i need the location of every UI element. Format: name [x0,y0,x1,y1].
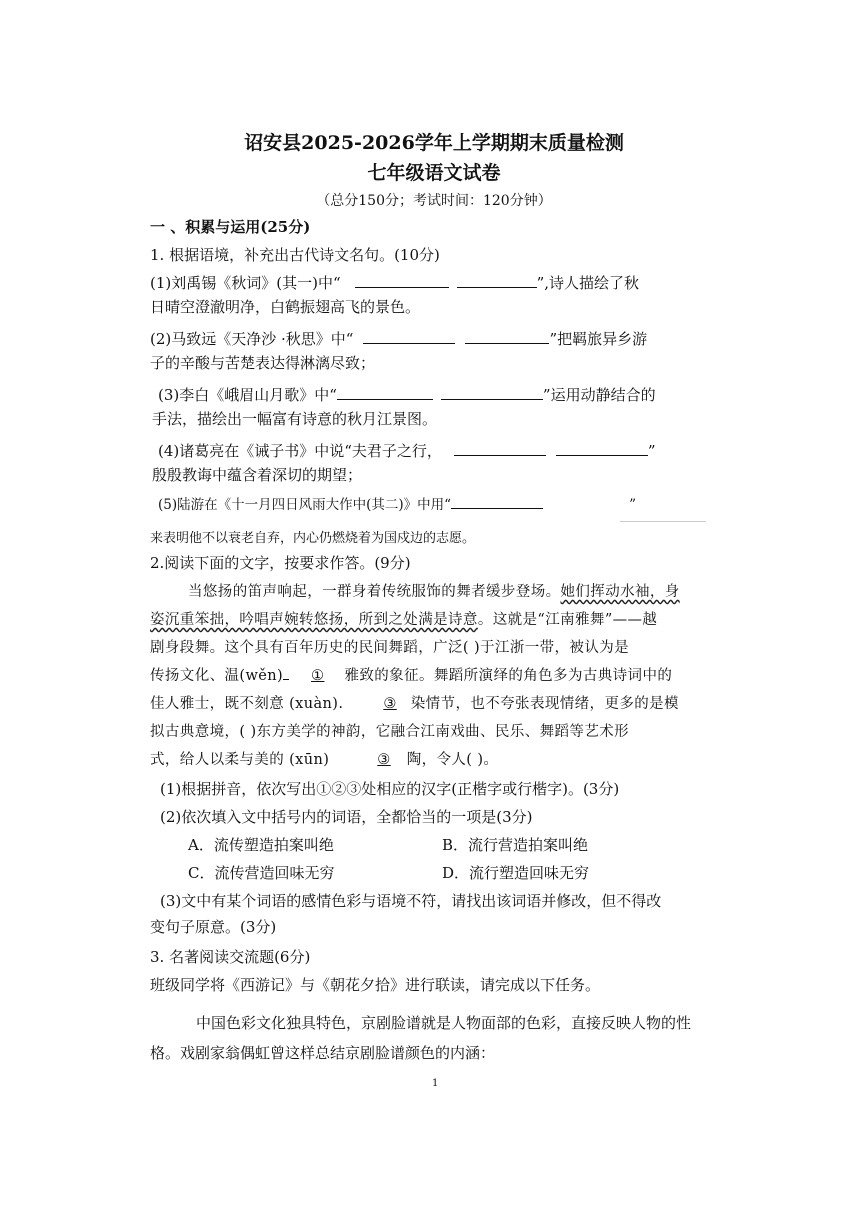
q2-sub3-line1: (3)文中有某个词语的感情色彩与语境不符，请找出该词语并修改，但不得改 [160,892,662,910]
blank[interactable] [363,329,455,344]
q1-item5-prefix: (5)陆游在《十一月四日风雨大作中(其二)》中用“ [158,497,452,513]
passage-text: 式，给人以柔与美的 (xūn) [150,752,330,768]
q1-stem: 1. 根据语境，补充出古代诗文名句。(10分) [150,246,440,264]
q3-stem: 3. 名著阅读交流题(6分) [150,948,311,966]
exam-subtitle: 七年级语文试卷 [367,162,501,184]
q1-item5-line2: 来表明他不以衰老自弃，内心仍燃烧着为国戍边的志愿。 [150,531,476,546]
blank[interactable] [454,441,546,456]
option-a[interactable]: A．流传塑造拍案叫绝 [188,836,334,854]
faint-blank [620,521,706,522]
q3-para-line-1: 中国色彩文化独具特色，京剧脸谱就是人物面部的色彩，直接反映人物的性 [196,1014,692,1032]
q2-sub3-line2: 变句子原意。(3分) [150,918,277,936]
q1-item3-line1 [158,384,656,405]
blank[interactable] [337,385,433,400]
q1-item3-line2: 手法，描绘出一幅富有诗意的秋月江景图。 [152,410,438,428]
passage-line-4 [150,664,672,685]
blank[interactable] [441,385,543,400]
q2-stem: 2.阅读下面的文字，按要求作答。(9分) [150,554,411,572]
option-b[interactable]: B．流行营造拍案叫绝 [442,836,589,854]
passage-text: 染情节，也不夸张表现情绪，更多的是模 [410,696,679,712]
passage-line-1 [188,580,680,601]
q1-item5-suffix: ” [629,497,636,513]
q1-item4-line2: 殷殷教诲中蕴含着深切的期望； [152,466,363,484]
option-c[interactable]: C．流传营造回味无穷 [188,864,335,882]
q1-item2-prefix: (2)马致远《天净沙 ·秋思》中“ [150,330,354,348]
wavy-underlined-text: 她们挥动水袖，身 [560,584,680,600]
q1-item5-line1 [158,493,636,513]
blank-marker: ① [311,668,325,684]
q2-sub1: (1)根据拼音，依次写出①②③处相应的汉字(正楷字或行楷字)。(3分) [160,780,620,798]
blank-marker: ③ [383,696,397,712]
section-heading: 一 、积累与运用(25分) [150,218,311,236]
q1-item1-line1 [150,272,639,293]
passage-text: 传扬文化、温(wěn) [150,668,284,684]
passage-line-2 [150,608,657,629]
exam-title: 诏安县2025-2026学年上学期期末质量检测 [244,132,624,154]
q1-item3-prefix: (3)李白《峨眉山月歌》中“ [158,386,337,404]
q1-item4-prefix: (4)诸葛亮在《诫子书》中说“夫君子之行， [158,442,442,460]
wavy-underlined-text: 姿沉重笨拙，吟唱声婉转悠扬，所到之处满是诗意 [150,612,478,628]
q1-item4-line1 [158,440,656,461]
passage-text: 陶，令人( )。 [406,752,499,768]
passage-text: 当悠扬的笛声响起，一群身着传统服饰的舞者缓步登场。 [188,584,561,600]
q1-item1-prefix: (1)刘禹锡《秋词》(其一)中“ [150,274,341,292]
q1-item2-suffix: ”把羁旅异乡游 [549,330,648,348]
blank[interactable] [355,273,449,288]
exam-meta: （总分150分；考试时间：120分钟） [316,193,552,209]
passage-line-6: 拟古典意境，( )东方美学的神韵，它融合江南戏曲、民乐、舞蹈等艺术形 [150,724,630,740]
q1-item2-line2: 子的辛酸与苦楚表达得淋漓尽致； [150,354,376,372]
blank[interactable] [451,494,543,509]
q1-item2-line1 [150,328,647,349]
blank[interactable] [457,273,537,288]
q3-para-line-2: 格。戏剧家翁偶虹曾这样总结京剧脸谱颜色的内涵： [150,1044,496,1062]
passage-line-7 [150,748,498,769]
blank-marker: ③ [377,752,391,768]
passage-line-3: 剧身段舞。这个具有百年历史的民间舞蹈，广泛( )于江浙一带，被认为是 [150,640,630,656]
q1-item3-suffix: ”运用动静结合的 [542,386,656,404]
option-d[interactable]: D．流行塑造回味无穷 [442,864,590,882]
passage-text: 佳人雅士，既不刻意 (xuàn). [150,696,344,712]
q1-item4-suffix: ” [647,442,656,460]
q2-sub2: (2)依次填入文中括号内的词语，全都恰当的一项是(3分) [160,808,533,826]
q1-item1-line2: 日晴空澄澈明净，白鹤振翅高飞的景色。 [150,298,421,316]
passage-line-5 [150,692,679,713]
q3-intro: 班级同学将《西游记》与《朝花夕拾》进行联读，请完成以下任务。 [150,976,601,994]
q1-item1-suffix: ”,诗人描绘了秋 [536,274,640,292]
page-number: 1 [432,1078,439,1089]
passage-text: 雅致的象征。舞蹈所演绎的角色多为古典诗词中的 [344,668,673,684]
blank[interactable] [465,329,549,344]
blank[interactable] [556,441,648,456]
passage-text: 。这就是“江南雅舞”——越 [477,612,658,628]
